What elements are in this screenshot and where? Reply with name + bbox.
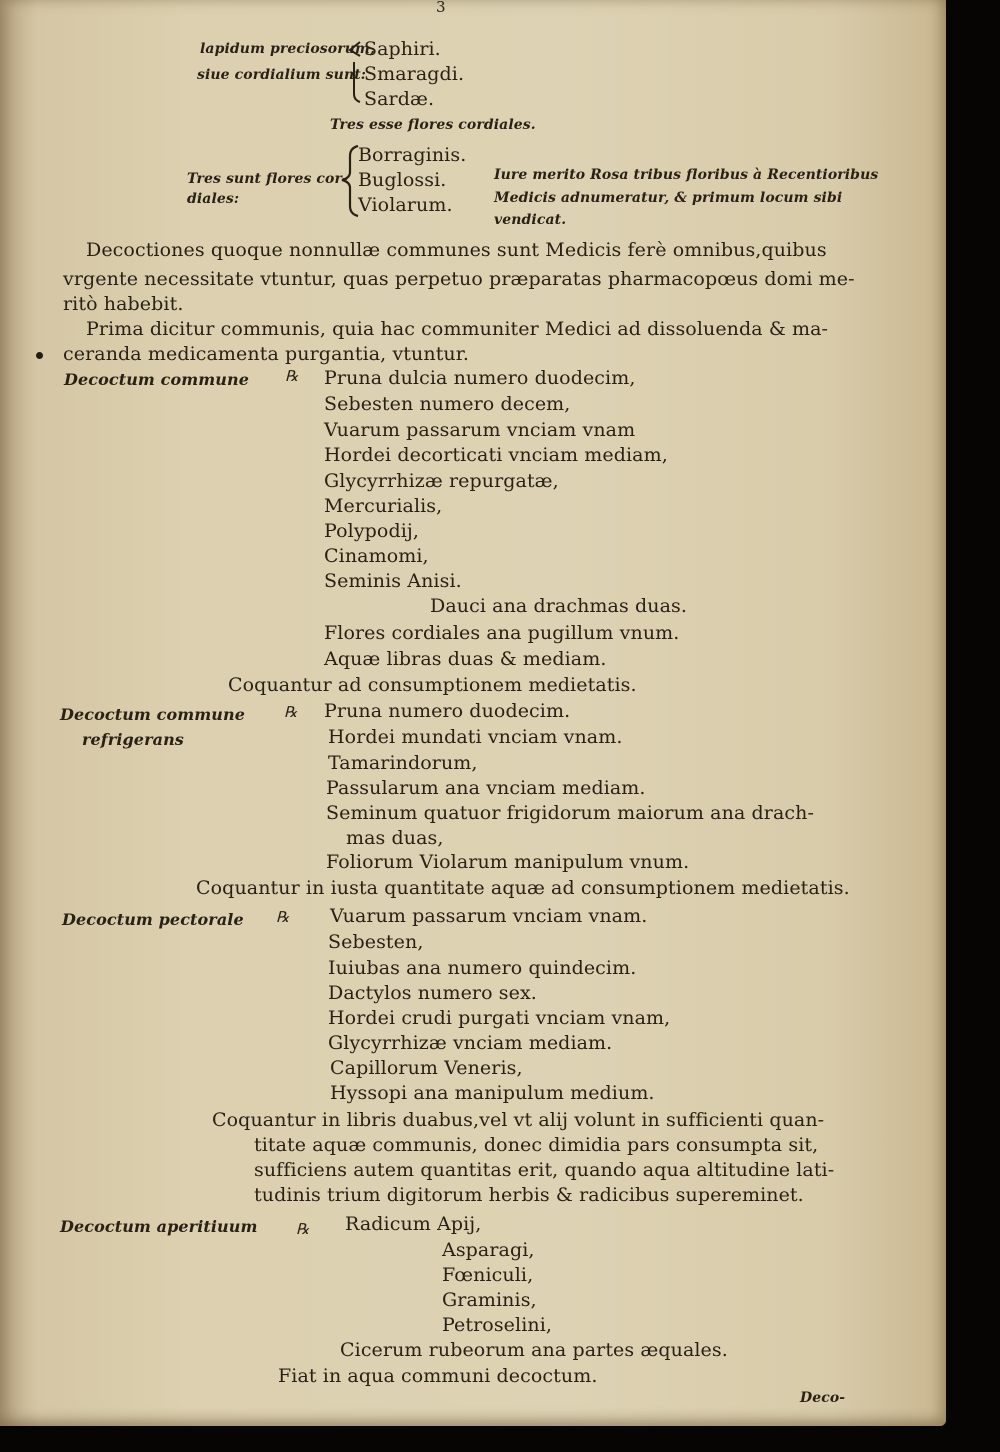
dp-line-8: Hyssopi ana manipulum medium.: [330, 1082, 655, 1104]
da-cicerum: Cicerum rubeorum ana partes æquales.: [340, 1339, 728, 1361]
flowers-note-1: Iure merito Rosa tribus floribus à Recentioribus: [494, 167, 879, 183]
dr-closing: Coquantur in iusta quantitate aquæ ad consumptionem medietatis.: [196, 877, 850, 899]
intro-line-3: ritò habebit.: [63, 293, 184, 315]
gem-item-3: Sardæ.: [364, 88, 435, 110]
dr-line-3: Tamarindorum,: [328, 752, 478, 774]
rx-symbol-4: ℞: [296, 1220, 310, 1238]
dc-line-1: Pruna dulcia numero duodecim,: [324, 367, 636, 389]
dp-line-2: Sebesten,: [328, 931, 424, 953]
dp-line-7: Capillorum Veneris,: [330, 1057, 523, 1079]
dr-line-7: Foliorum Violarum manipulum vnum.: [326, 851, 690, 873]
intro-line-4: Prima dicitur communis, quia hac communiter Medici ad dissoluenda & ma-: [86, 318, 829, 340]
da-line-1: Asparagi,: [442, 1239, 535, 1261]
dc-line-3: Vuarum passarum vnciam vnam: [324, 419, 636, 441]
decoctum-pectorale-title: Decoctum pectorale: [62, 910, 244, 929]
flower-item-2: Buglossi.: [358, 169, 447, 191]
margin-dot: [36, 352, 43, 359]
flowers-label-2: diales:: [187, 191, 240, 207]
decoctum-refrigerans-title-2: refrigerans: [82, 730, 184, 749]
gems-label-1: lapidum preciosorum,: [200, 41, 375, 57]
dr-line-6: mas duas,: [346, 827, 444, 849]
da-line-3: Graminis,: [442, 1289, 537, 1311]
dr-line-4: Passularum ana vnciam mediam.: [326, 777, 646, 799]
flowers-label-1: Tres sunt flores cor-: [187, 171, 348, 187]
dp-line-5: Hordei crudi purgati vnciam vnam,: [328, 1007, 671, 1029]
flowers-note-2: Medicis adnumeratur, & primum locum sibi: [494, 190, 843, 206]
da-line-4: Petroselini,: [442, 1314, 553, 1336]
dr-line-2: Hordei mundati vnciam vnam.: [328, 726, 623, 748]
intro-line-2: vrgente necessitate vtuntur, quas perpetuo præparatas pharmacopœus domi me-: [63, 268, 855, 290]
rx-symbol-1: ℞: [285, 367, 299, 385]
catchword: Deco-: [800, 1390, 846, 1406]
gem-item-2: Smaragdi.: [364, 63, 465, 85]
dp-closing-3: sufficiens autem quantitas erit, quando aqua altitudine lati-: [254, 1159, 835, 1181]
flowers-heading: Tres esse flores cordiales.: [330, 117, 536, 133]
dc-closing: Coquantur ad consumptionem medietatis.: [228, 674, 637, 696]
dc-line-2: Sebesten numero decem,: [324, 393, 571, 415]
gems-brace: [342, 40, 364, 108]
dc-line-11: Flores cordiales ana pugillum vnum.: [324, 622, 680, 644]
flowers-note-3: vendicat.: [494, 212, 567, 228]
flower-item-3: Violarum.: [358, 194, 453, 216]
dc-line-6: Mercurialis,: [324, 495, 443, 517]
da-closing: Fiat in aqua communi decoctum.: [278, 1365, 598, 1387]
dp-line-3: Iuiubas ana numero quindecim.: [328, 957, 637, 979]
dr-line-5: Seminum quatuor frigidorum maiorum ana drach-: [326, 802, 814, 824]
dp-closing-4: tudinis trium digitorum herbis & radicibus supereminet.: [254, 1184, 804, 1206]
gems-label-2: siue cordialium sunt:: [197, 67, 367, 83]
intro-line-5: ceranda medicamenta purgantia, vtuntur.: [63, 343, 470, 365]
da-line-2: Fœniculi,: [442, 1264, 534, 1286]
da-first: Radicum Apij,: [345, 1213, 482, 1235]
page-number: 3: [436, 0, 446, 16]
dc-line-12: Aquæ libras duas & mediam.: [324, 648, 607, 670]
decoctum-aperitiuum-title: Decoctum aperitiuum: [60, 1217, 258, 1236]
dc-line-10: Dauci ana drachmas duas.: [430, 595, 687, 617]
decoctum-refrigerans-title-1: Decoctum commune: [60, 705, 246, 724]
flower-item-1: Borraginis.: [358, 144, 467, 166]
gem-item-1: Saphiri.: [364, 38, 441, 60]
dc-line-8: Cinamomi,: [324, 545, 429, 567]
dc-line-5: Glycyrrhizæ repurgatæ,: [324, 470, 559, 492]
intro-line-1: Decoctiones quoque nonnullæ communes sunt Medicis ferè omnibus,quibus: [86, 239, 827, 261]
dc-line-4: Hordei decorticati vnciam mediam,: [324, 444, 668, 466]
dp-line-4: Dactylos numero sex.: [328, 982, 537, 1004]
decoctum-commune-title: Decoctum commune: [64, 370, 250, 389]
dp-line-1: Vuarum passarum vnciam vnam.: [330, 905, 648, 927]
dc-line-7: Polypodij,: [324, 520, 420, 542]
dr-line-1: Pruna numero duodecim.: [324, 700, 571, 722]
dp-closing-1: Coquantur in libris duabus,vel vt alij volunt in sufficienti quan-: [212, 1109, 825, 1131]
dp-closing-2: titate aquæ communis, donec dimidia pars consumpta sit,: [254, 1134, 819, 1156]
rx-symbol-2: ℞: [284, 703, 298, 721]
dp-line-6: Glycyrrhizæ vnciam mediam.: [328, 1032, 613, 1054]
rx-symbol-3: ℞: [276, 908, 290, 926]
dc-line-9: Seminis Anisi.: [324, 570, 462, 592]
